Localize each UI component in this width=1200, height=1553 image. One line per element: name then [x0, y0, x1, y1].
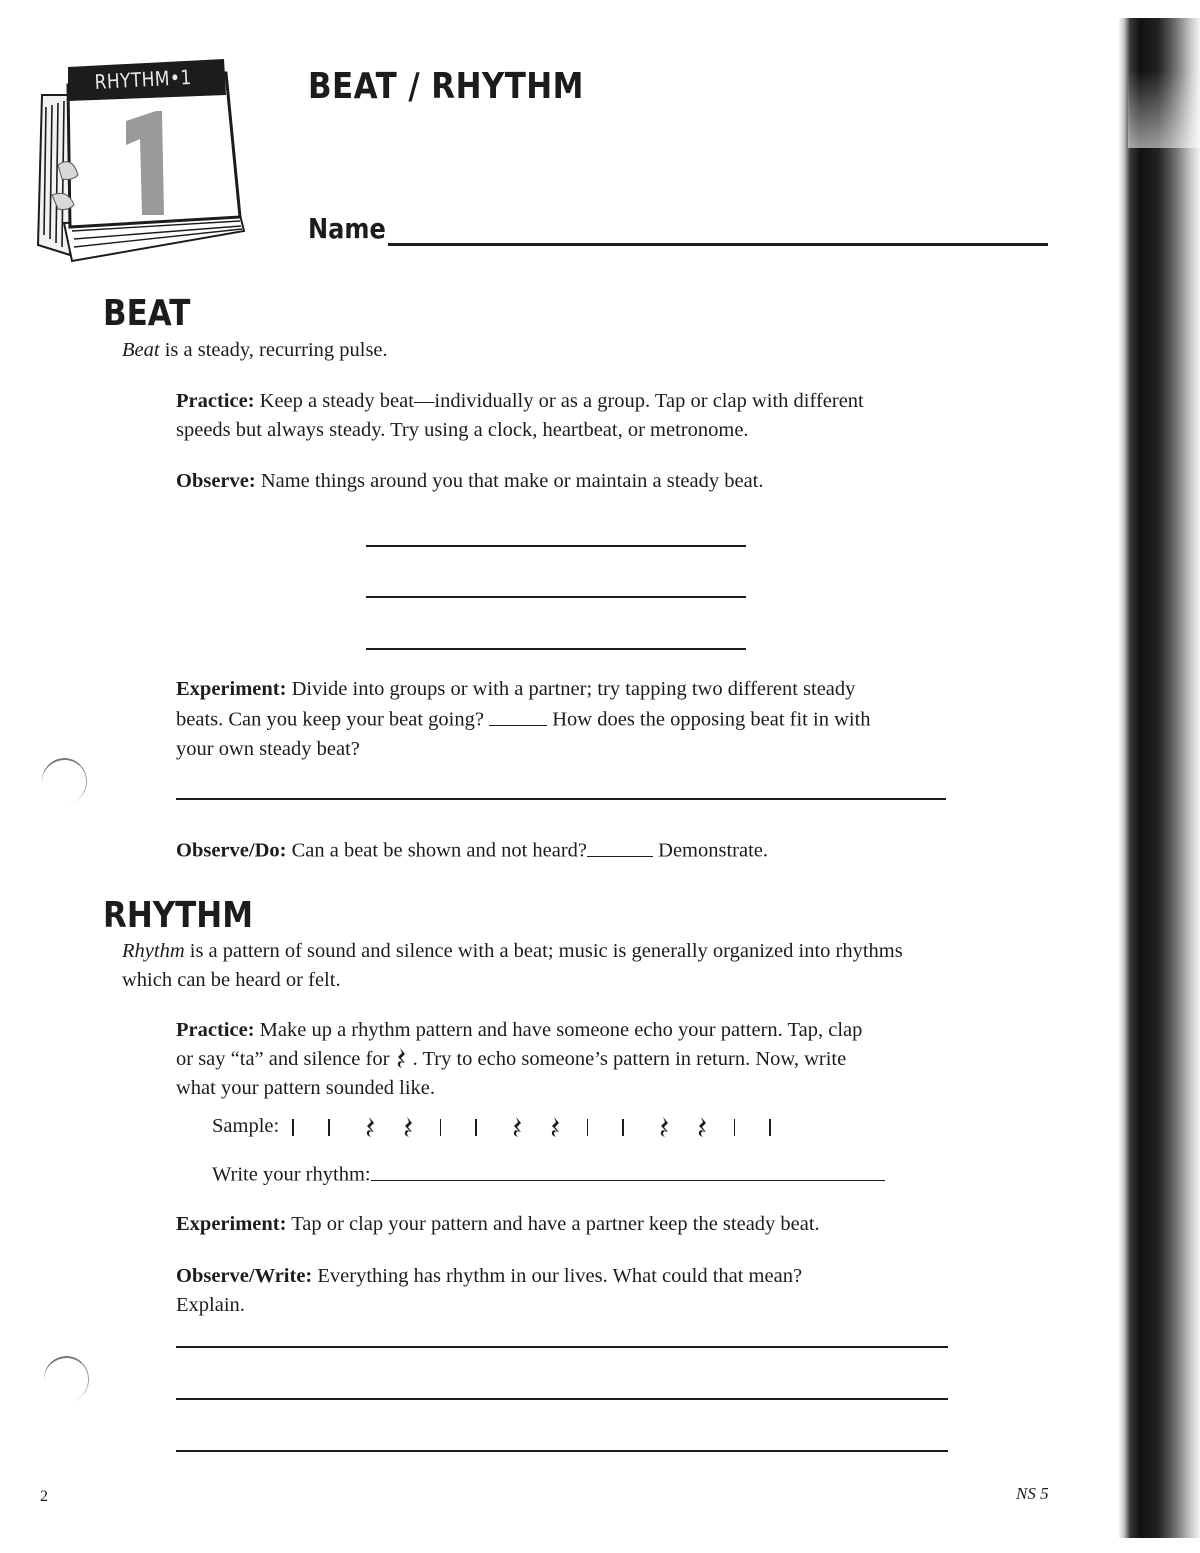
- rhythm-practice-line3: what your pattern sounded like.: [176, 1077, 436, 1099]
- beat-observe-do-text: Can a beat be shown and not heard?: [286, 839, 588, 862]
- beat-observe-do: [176, 835, 768, 866]
- quarter-rest-icon: [549, 1116, 587, 1138]
- beat-observe-do-label: Observe/Do:: [176, 839, 287, 862]
- page-number: 2: [40, 1488, 48, 1505]
- sample-label: Sample:: [212, 1115, 280, 1137]
- rhythm-definition: [122, 937, 903, 995]
- beat-definition-text: is a steady, recurring pulse.: [159, 339, 388, 361]
- beat-mark: [734, 1119, 736, 1136]
- beat-observe-do-tail: Demonstrate.: [653, 839, 769, 862]
- observe-answer-line-3[interactable]: [366, 648, 746, 650]
- quarter-rest-icon: [402, 1116, 440, 1138]
- beat-mark: [440, 1119, 442, 1136]
- name-label: Name: [308, 212, 386, 245]
- quarter-rest-icon: [696, 1116, 734, 1138]
- page-code: NS 5: [1016, 1484, 1049, 1503]
- explain-answer-line-2[interactable]: [176, 1398, 948, 1400]
- write-rhythm-label: Write your rhythm:: [212, 1163, 371, 1186]
- observe-answer-line-1[interactable]: [366, 545, 746, 547]
- punch-hole-mark: [40, 1352, 92, 1405]
- rhythm-practice-line1: Make up a rhythm pattern and have someone echo your pattern. Tap, clap: [254, 1019, 863, 1041]
- name-field-line[interactable]: [388, 243, 1048, 246]
- beat-mark: [475, 1119, 477, 1136]
- quarter-rest-icon: [395, 1047, 413, 1067]
- write-rhythm: [212, 1159, 885, 1190]
- rhythm-heading: RHYTHM: [103, 895, 254, 936]
- beat-term: Beat: [122, 339, 160, 361]
- quarter-rest-icon: [658, 1116, 696, 1138]
- beat-mark: [292, 1119, 294, 1136]
- beat-practice-line2: speeds but always steady. Try using a clock, heartbeat, or metronome.: [176, 419, 749, 441]
- beat-definition: [122, 336, 388, 365]
- beat-mark: [622, 1119, 624, 1136]
- beat-practice-line1: Keep a steady beat—individually or as a group. Tap or clap with different: [254, 390, 864, 412]
- beat-practice: [176, 387, 864, 445]
- rhythm-experiment: [176, 1210, 820, 1239]
- beat-mark: [769, 1119, 771, 1136]
- quarter-rest-icon: [511, 1116, 549, 1138]
- beat-experiment: [176, 675, 871, 764]
- rhythm-observe-write-label: Observe/Write:: [176, 1265, 313, 1287]
- rhythm-observe-write-line1: Everything has rhythm in our lives. What could that mean?: [312, 1265, 803, 1287]
- beat-practice-label: Practice:: [176, 390, 255, 412]
- rhythm-definition-line1: is a pattern of sound and silence with a beat; music is generally organized into rhythms: [184, 940, 903, 962]
- sample-rhythm-pattern: [292, 1116, 805, 1138]
- rhythm-practice-label: Practice:: [176, 1019, 255, 1041]
- explain-answer-line-1[interactable]: [176, 1346, 948, 1348]
- punch-hole-mark: [38, 754, 90, 807]
- explain-answer-line-3[interactable]: [176, 1450, 948, 1452]
- shown-not-heard-answer-blank[interactable]: [587, 835, 653, 857]
- keep-beat-answer-blank[interactable]: [489, 704, 547, 726]
- write-rhythm-answer-blank[interactable]: [371, 1159, 885, 1181]
- rhythm-practice: [176, 1016, 862, 1103]
- beat-observe-text: Name things around you that make or maintain a steady beat.: [255, 470, 764, 492]
- beat-experiment-line1: Divide into groups or with a partner; try tapping two different steady: [286, 678, 856, 700]
- page-binding-edge: [1118, 18, 1200, 1538]
- rhythm-practice-line2a: or say “ta” and silence for: [176, 1048, 395, 1070]
- rhythm-definition-line2: which can be heard or felt.: [122, 969, 341, 991]
- rhythm-observe-write-line2: Explain.: [176, 1294, 245, 1316]
- rhythm-term: Rhythm: [122, 940, 185, 962]
- beat-heading: BEAT: [103, 293, 191, 334]
- rhythm-experiment-label: Experiment:: [176, 1213, 287, 1235]
- beat-experiment-line2a: beats. Can you keep your beat going?: [176, 708, 490, 731]
- beat-observe-label: Observe:: [176, 470, 256, 492]
- beat-observe: [176, 467, 764, 496]
- beat-mark: [328, 1119, 330, 1136]
- calendar-label: RHYTHM•1: [94, 64, 193, 94]
- rhythm-practice-line2b: . Try to echo someone’s pattern in return. Now, write: [412, 1048, 847, 1070]
- experiment-answer-line[interactable]: [176, 798, 946, 800]
- rhythm-experiment-text: Tap or clap your pattern and have a partner keep the steady beat.: [286, 1213, 820, 1235]
- beat-experiment-label: Experiment:: [176, 678, 287, 700]
- beat-mark: [587, 1119, 589, 1136]
- sample-rhythm: [212, 1115, 805, 1138]
- beat-experiment-line2b: How does the opposing beat fit in with: [547, 708, 871, 731]
- observe-answer-line-2[interactable]: [366, 596, 746, 598]
- quarter-rest-icon: [364, 1116, 402, 1138]
- page-title: BEAT / RHYTHM: [308, 66, 584, 107]
- rhythm-observe-write: [176, 1262, 802, 1320]
- beat-experiment-line3: your own steady beat?: [176, 737, 360, 760]
